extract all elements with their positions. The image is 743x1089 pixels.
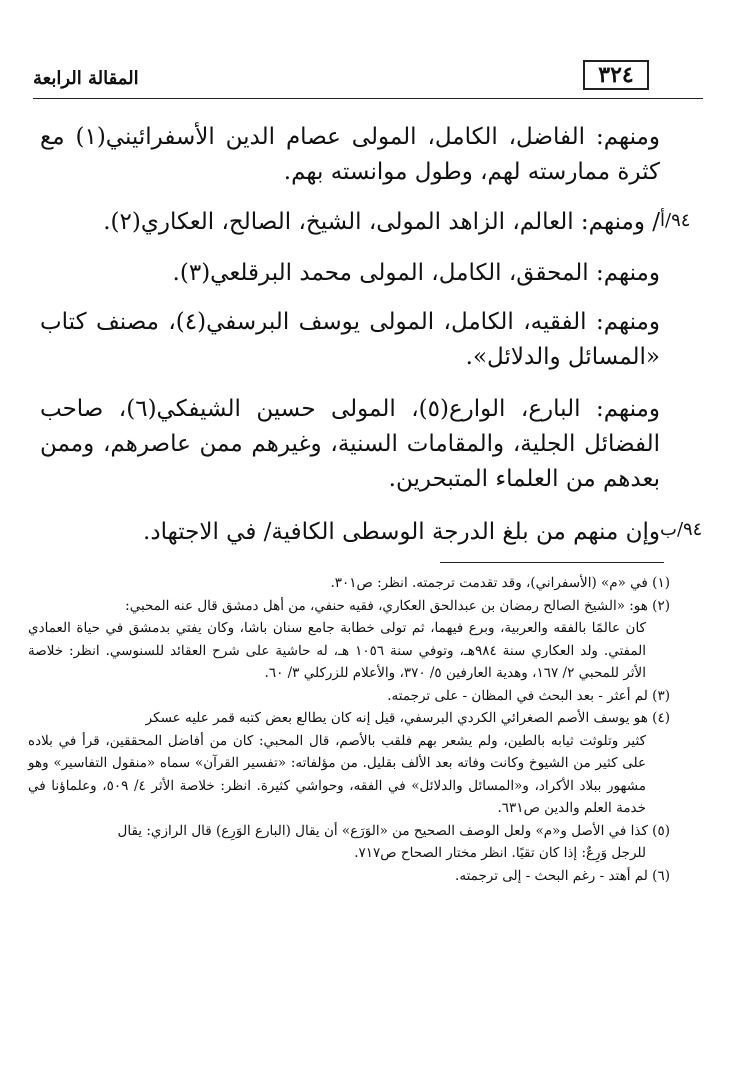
paragraph-2: / ومنهم: العالم، الزاهد المولى، الشيخ، الصالح، العكاري(٢). [103, 209, 660, 235]
footnote-5-continued: للرجل وَرِعٌ: إذا كان تقيًا. انظر مختار الصحاح ص٧١٧. [354, 845, 646, 861]
header-rule [33, 98, 703, 99]
footnote-2-continued: كان عالمًا بالفقه والعربية، وبرع فيهما، ثم تولى خطابة جامع سنان باشا، وكان يفتي بدمشق في حياة العمادي المفتي. ولد العكاري سنة ٩٨٤هـ، وتوفي سنة ١٠٥٦ هـ، له حاشية على شرح العقائد للسنوسي. انظر: خلاصة الأثر للمحبي ٢/ ١٦٧، وهدية العارفين ٥/ ٣٧٠، والأعلام للزركلي ٣/ ٦٠. [28, 620, 647, 681]
paragraph-1: ومنهم: الفاضل، الكامل، المولى عصام الدين الأسفرائيني(١) مع كثرة ممارسته لهم، وطول موانسته بهم. [40, 124, 660, 185]
paragraph-5: ومنهم: البارع، الوارع(٥)، المولى حسين الشيفكي(٦)، صاحب الفضائل الجلية، والمقامات السنية، وغيرهم ممن عاصرهم، وممن بعدهم من العلماء المتبحرين. [40, 396, 660, 492]
footnotes [28, 572, 670, 887]
paragraph-3: ومنهم: المحقق، الكامل، المولى محمد البرقلعي(٣). [172, 260, 660, 286]
footnote-6: (٦) لم أهتد - رغم البحث - إلى ترجمته. [455, 867, 670, 884]
footnote-5: (٥) كذا في الأصل و«م» ولعل الوصف الصحيح من «الوَرَع» أن يقال (البارع الوَرِع) قال الرازي: يقال [117, 822, 670, 839]
footnote-2: (٢) هو: «الشيخ الصالح رمضان بن عبدالحق العكاري، فقيه حنفي، من أهل دمشق قال عنه المحبي: [125, 597, 670, 614]
paragraph-4: ومنهم: الفقيه، الكامل، المولى يوسف البرسفي(٤)، مصنف كتاب «المسائل والدلائل». [40, 309, 660, 370]
page-number: ٣٢٤ [583, 60, 649, 90]
margin-note-94b: ٩٤/ب [660, 519, 703, 540]
footnote-1: (١) في «م» (الأسفراني)، وقد تقدمت ترجمته. انظر: ص٣٠١. [330, 575, 670, 591]
footnote-4: (٤) هو يوسف الأصم الصغرائي الكردي البرسفي، قيل إنه كان يطالع بعض كتبه قمر عليه عسكر [145, 710, 670, 726]
footnote-rule [440, 562, 664, 563]
paragraph-6: وإن منهم من بلغ الدرجة الوسطى الكافية/ في الاجتهاد. [143, 519, 660, 545]
running-title: المقالة الرابعة [33, 68, 139, 89]
footnote-4-continued: كثير وتلوثت ثيابه بالطين، ولم يشعر بهم فلقب بالأصم، قال المحبي: كان من أفاضل المحققين، قرأ في بلاده على كثير من الشيوخ وكانت وفاته بعد الألف بقليل. من مؤلفاته: «تفسير القرآن» سماه «منقول التفاسير» وهو مشهور ببلاد الأكراد، و«المسائل والدلائل» في الفقه، وحواشي كثيرة. انظر: خلاصة الأثر ٤/ ٥٠٩، وعلماؤنا في خدمة العلم والدين ص٦٣١. [28, 732, 647, 816]
margin-note-94a: ٩٤/أ [660, 210, 691, 231]
footnote-3: (٣) لم أعثر - بعد البحث في المظان - على ترجمته. [387, 687, 670, 704]
